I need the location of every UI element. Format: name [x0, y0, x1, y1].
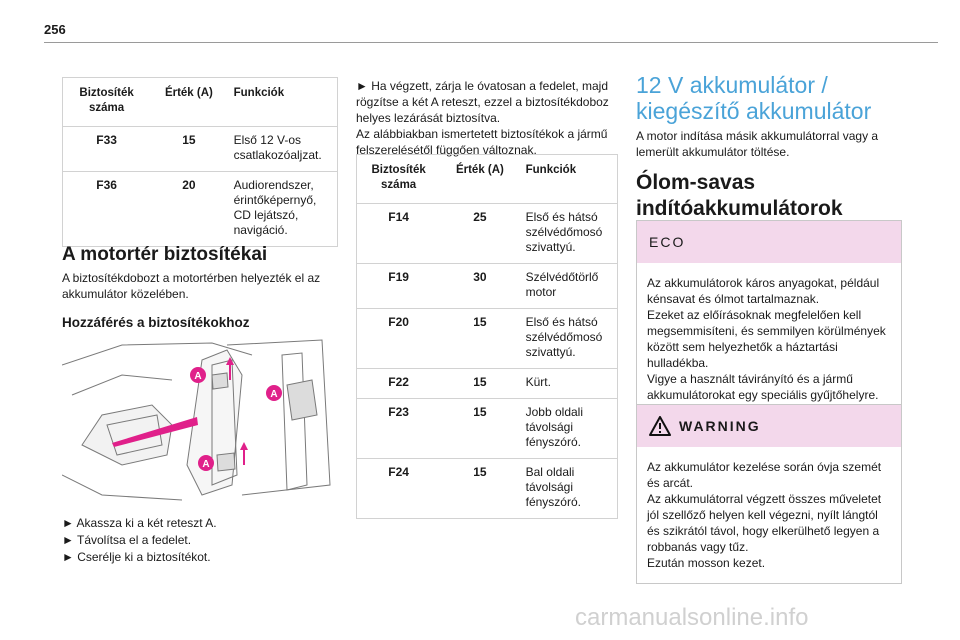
fuse-number: F33 [63, 127, 151, 172]
variation-note: Az alábbiakban ismertetett biztosítékok a jármű felszerelésétől függően változnak. [356, 127, 608, 157]
fuse-function: Audiorendszer, érintőképernyő, CD lejátszó, navigáció. [228, 172, 338, 247]
fuse-value: 15 [440, 399, 519, 459]
t2-header-function: Funkciók [520, 155, 618, 204]
fuse-value: 25 [440, 204, 519, 264]
list-item: ► Cserélje ki a biztosítékot. [62, 550, 211, 564]
fuse-value: 15 [150, 127, 227, 172]
fuse-function: Szélvédőtörlő motor [520, 264, 618, 309]
fuse-table-1 [62, 77, 338, 247]
lead-acid-title: Ólom-savas indítóakkumulátorok [636, 171, 843, 220]
fuse-value: 15 [440, 459, 519, 519]
table-row [357, 399, 618, 459]
fuse-number: F14 [357, 204, 441, 264]
engine-fuses-text: A biztosítékdobozt a motortérben helyezték el az akkumulátor közelében. [62, 271, 321, 301]
fuse-value: 15 [440, 369, 519, 399]
top-divider [44, 42, 938, 43]
fuse-function: Jobb oldali távolsági fényszóró. [520, 399, 618, 459]
fuse-number: F20 [357, 309, 441, 369]
fuse-number: F36 [63, 172, 151, 247]
t2-header-number: Biztosíték száma [357, 155, 441, 204]
fuse-function: Első és hátsó szélvédőmosó szivattyú. [520, 309, 618, 369]
table-row [63, 127, 338, 172]
fuse-number: F23 [357, 399, 441, 459]
fuse-function: Első és hátsó szélvédőmosó szivattyú. [520, 204, 618, 264]
table-row [357, 309, 618, 369]
fuse-function: Bal oldali távolsági fényszóró. [520, 459, 618, 519]
list-item: ► Akassza ki a két reteszt A. [62, 516, 217, 530]
engine-fuses-title: A motortér biztosítékai [62, 244, 268, 265]
eco-label: ECO [649, 234, 686, 250]
fuse-value: 15 [440, 309, 519, 369]
fuse-function: Kürt. [520, 369, 618, 399]
table-row [63, 172, 338, 247]
warning-box-text: Az akkumulátor kezelése során óvja szemét és arcát. Az akkumulátorral végzett összes műveletet jól szellőző helyen kell végezni, nyílt lángtól és szikrától távol, hogy elkerülhető legyen a robbanás vagy tűz. Ezután mosson kezet. [647, 460, 882, 570]
t2-header-value: Érték (A) [440, 155, 519, 204]
fuse-number: F19 [357, 264, 441, 309]
table-row [357, 369, 618, 399]
watermark-footer: carmanualsonline.info [575, 604, 809, 631]
t1-header-number: Biztosíték száma [63, 78, 151, 127]
access-title: Hozzáférés a biztosítékokhoz [62, 315, 250, 330]
access-steps [62, 515, 342, 566]
fuse-box-illustration [62, 335, 332, 505]
figure-label-a-3-text: A [202, 459, 210, 470]
battery-title: 12 V akkumulátor / kiegészítő akkumulátor [636, 72, 872, 124]
warning-box [636, 404, 902, 584]
fuse-function: Első 12 V-os csatlakozóaljzat. [228, 127, 338, 172]
list-item: ► Távolítsa el a fedelet. [62, 533, 192, 547]
fuse-number: F24 [357, 459, 441, 519]
warning-triangle-icon [649, 416, 671, 436]
t1-header-value: Érték (A) [150, 78, 227, 127]
fuse-value: 30 [440, 264, 519, 309]
fuse-table-2 [356, 154, 618, 519]
table-row [357, 204, 618, 264]
closing-instructions [356, 78, 618, 158]
fuse-number: F22 [357, 369, 441, 399]
battery-intro: A motor indítása másik akkumulátorral vagy a lemerült akkumulátor töltése. [636, 129, 879, 159]
table-row [357, 459, 618, 519]
closing-text: ► Ha végzett, zárja le óvatosan a fedelet, majd rögzítse a két A reteszt, ezzel a biztosítékdoboz helyes lezárását biztosítva. [356, 79, 609, 125]
figure-label-a-2-text: A [270, 389, 278, 400]
eco-box-text: Az akkumulátorok káros anyagokat, például kénsavat és ólmot tartalmaznak. Ezeket az előírásoknak megfelelően kell megsemmisíteni, és semmilyen körülmények között sem helyezhetők a háztartási hulladékba. Vigye a használt távirányító és a jármű akkumulátorokat egy speciális gyűjtőhelyre. [647, 276, 886, 402]
eco-box-header [637, 221, 901, 263]
table-row [357, 264, 618, 309]
t1-header-function: Funkciók [228, 78, 338, 127]
eco-box [636, 220, 902, 416]
fuse-value: 20 [150, 172, 227, 247]
page-number: 256 [44, 22, 66, 37]
warning-label: WARNING [679, 418, 761, 434]
figure-label-a-1-text: A [194, 371, 202, 382]
warning-box-header [637, 405, 901, 447]
